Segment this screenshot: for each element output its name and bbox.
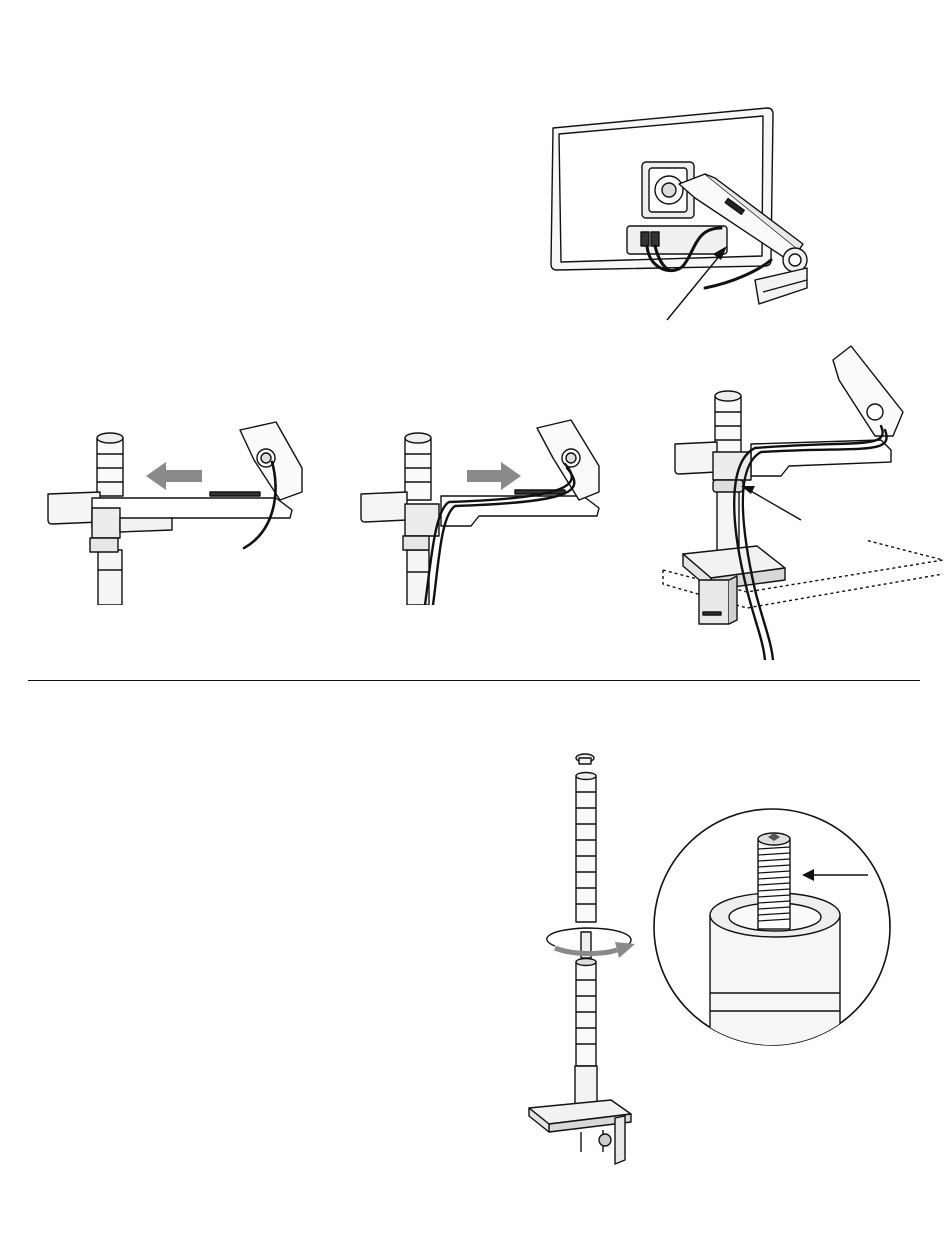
section-divider: [28, 680, 920, 681]
left-arrow-icon: [146, 462, 202, 490]
threaded-stud-icon: [758, 833, 790, 929]
monitor-back-figure: [545, 100, 815, 325]
pointer-arrow-icon: [741, 486, 801, 520]
arm-slide-left-figure: [40, 400, 320, 605]
clamp-base-icon: [529, 1100, 631, 1164]
cable-clip-figure: [655, 340, 945, 660]
cable-clip-icon: [713, 480, 743, 492]
clamp-icon: [683, 546, 785, 624]
cable-icon: [425, 464, 574, 605]
thread-detail-figure: [650, 805, 910, 1055]
cap-icon: [576, 754, 594, 764]
right-arrow-icon: [467, 462, 521, 490]
post-segment-icon: [575, 959, 597, 1109]
post-exploded-figure: [525, 748, 645, 1168]
post-segment-icon: [576, 773, 596, 923]
arm-slide-right-figure: [355, 400, 615, 605]
